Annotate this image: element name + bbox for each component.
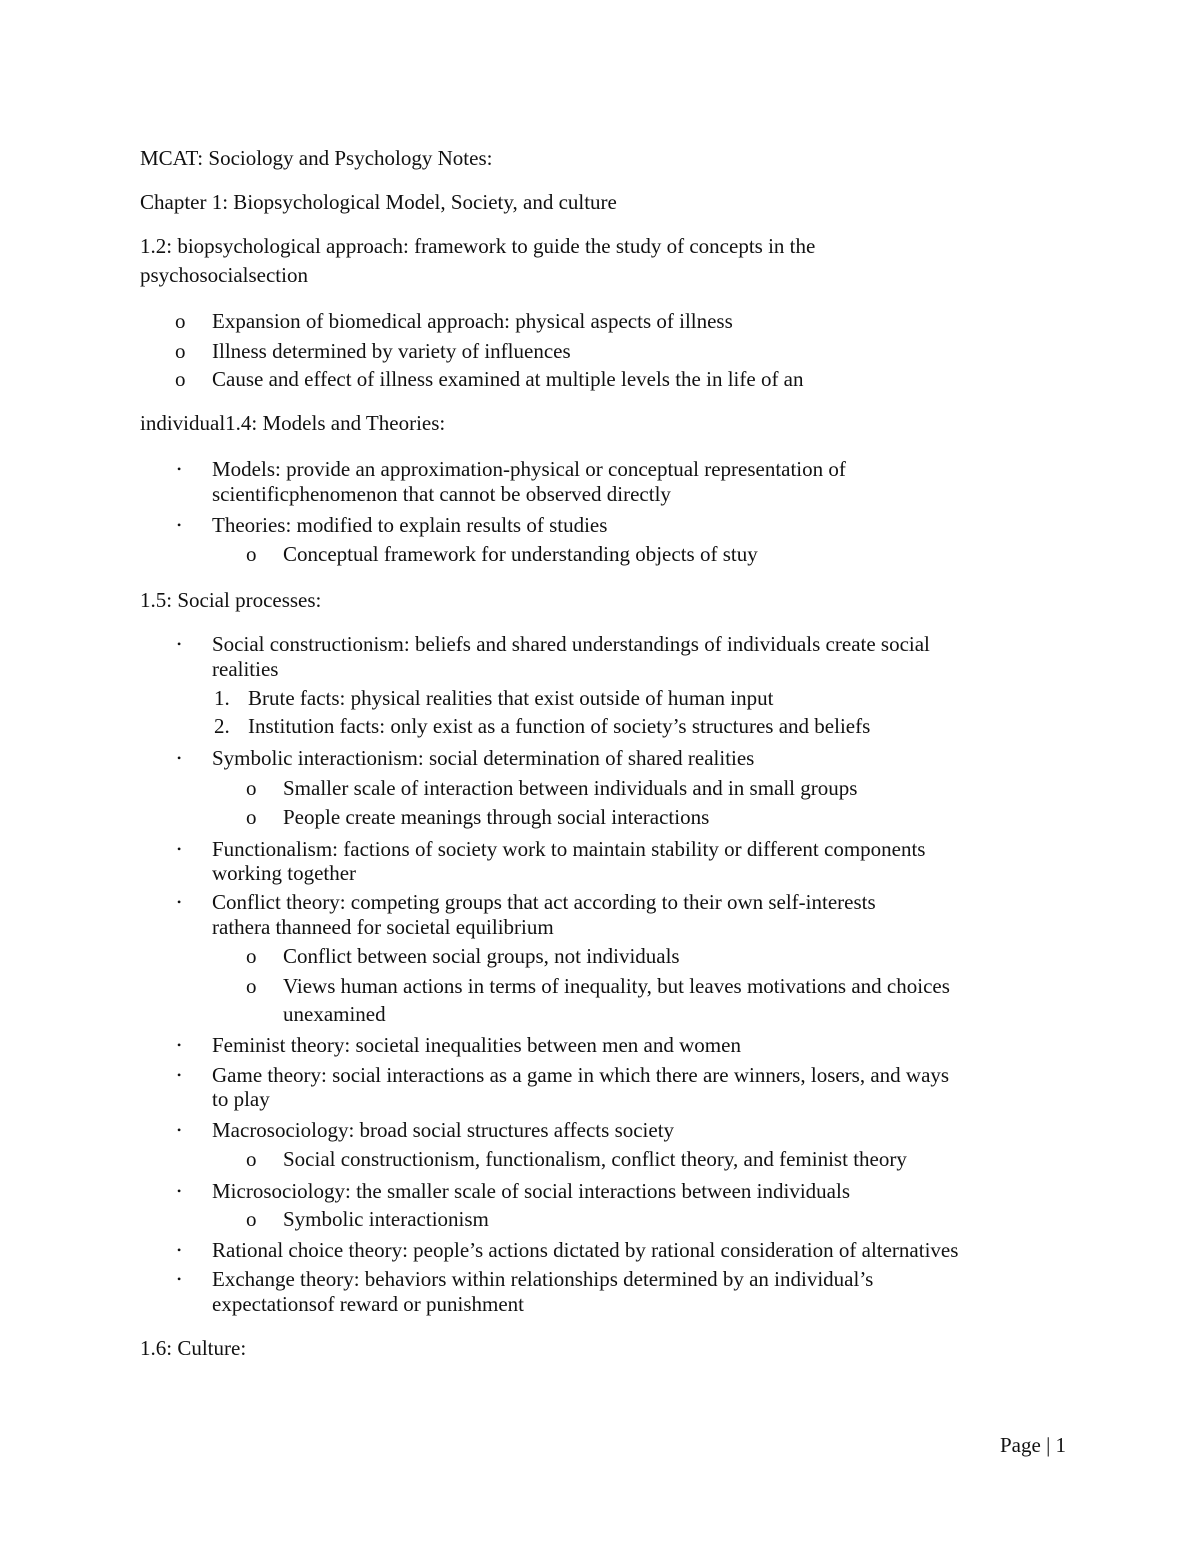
- circle-bullet-icon: o: [246, 944, 257, 968]
- bullet-icon: •: [177, 1184, 182, 1198]
- sub-list-item: Symbolic interactionism: [283, 1207, 489, 1231]
- bullet-icon: •: [177, 518, 182, 532]
- sub-list-item: Conceptual framework for understanding objects of stuy: [283, 542, 758, 566]
- sub-list-item: People create meanings through social interactions: [283, 805, 710, 829]
- section-1-4-heading: individual1.4: Models and Theories:: [140, 411, 446, 435]
- chapter-heading: Chapter 1: Biopsychological Model, Society, and culture: [140, 190, 617, 214]
- circle-bullet-icon: o: [175, 339, 186, 363]
- circle-bullet-icon: o: [246, 1207, 257, 1231]
- sub-list-item: Views human actions in terms of inequality, but leaves motivations and choices: [283, 974, 950, 998]
- numbered-item: Brute facts: physical realities that exist outside of human input: [248, 686, 774, 710]
- section-1-6-heading: 1.6: Culture:: [140, 1336, 247, 1360]
- circle-bullet-icon: o: [246, 776, 257, 800]
- list-item: Cause and effect of illness examined at multiple levels the in life of an: [212, 367, 804, 391]
- bullet-icon: •: [177, 1272, 182, 1286]
- list-item-continuation: rathera thanneed for societal equilibrium: [212, 915, 554, 939]
- list-item: Game theory: social interactions as a game in which there are winners, losers, and ways: [212, 1063, 950, 1087]
- list-item: Illness determined by variety of influences: [212, 339, 571, 363]
- list-item: Exchange theory: behaviors within relationships determined by an individual’s: [212, 1267, 874, 1291]
- circle-bullet-icon: o: [246, 805, 257, 829]
- document-title: MCAT: Sociology and Psychology Notes:: [140, 146, 493, 170]
- bullet-icon: •: [177, 1123, 182, 1137]
- list-item-continuation: scientificphenomenon that cannot be observed directly: [212, 482, 671, 506]
- circle-bullet-icon: o: [246, 974, 257, 998]
- sub-list-item: Smaller scale of interaction between individuals and in small groups: [283, 776, 858, 800]
- list-item: Feminist theory: societal inequalities between men and women: [212, 1033, 741, 1057]
- circle-bullet-icon: o: [175, 309, 186, 333]
- section-1-5-heading: 1.5: Social processes:: [140, 588, 322, 612]
- section-1-2-line1: 1.2: biopsychological approach: framework to guide the study of concepts in the: [140, 234, 816, 258]
- sub-list-item: Social constructionism, functionalism, conflict theory, and feminist theory: [283, 1147, 907, 1171]
- sub-list-item-continuation: unexamined: [283, 1002, 386, 1026]
- list-item: Expansion of biomedical approach: physical aspects of illness: [212, 309, 733, 333]
- number-marker: 2.: [214, 714, 230, 738]
- list-item: Models: provide an approximation-physical or conceptual representation of: [212, 457, 846, 481]
- number-marker: 1.: [214, 686, 230, 710]
- bullet-icon: •: [177, 842, 182, 856]
- bullet-icon: •: [177, 1038, 182, 1052]
- list-item: Macrosociology: broad social structures affects society: [212, 1118, 675, 1142]
- bullet-icon: •: [177, 462, 182, 476]
- circle-bullet-icon: o: [246, 542, 257, 566]
- circle-bullet-icon: o: [246, 1147, 257, 1171]
- list-item-continuation: realities: [212, 657, 279, 681]
- list-item: Social constructionism: beliefs and shared understandings of individuals create social: [212, 632, 930, 656]
- list-item: Rational choice theory: people’s actions dictated by rational consideration of alternatives: [212, 1238, 959, 1262]
- section-1-2-line2: psychosocialsection: [140, 263, 308, 287]
- list-item-continuation: to play: [212, 1087, 270, 1111]
- list-item: Functionalism: factions of society work to maintain stability or different components: [212, 837, 926, 861]
- bullet-icon: •: [177, 637, 182, 651]
- list-item: Conflict theory: competing groups that act according to their own self-interests: [212, 890, 876, 914]
- list-item: Microsociology: the smaller scale of social interactions between individuals: [212, 1179, 850, 1203]
- bullet-icon: •: [177, 1243, 182, 1257]
- list-item: Symbolic interactionism: social determination of shared realities: [212, 746, 755, 770]
- sub-list-item: Conflict between social groups, not individuals: [283, 944, 680, 968]
- circle-bullet-icon: o: [175, 367, 186, 391]
- page-number: Page | 1: [1000, 1433, 1067, 1457]
- numbered-item: Institution facts: only exist as a function of society’s structures and beliefs: [248, 714, 871, 738]
- list-item-continuation: expectationsof reward or punishment: [212, 1292, 524, 1316]
- list-item-continuation: working together: [212, 861, 357, 885]
- bullet-icon: •: [177, 751, 182, 765]
- list-item: Theories: modified to explain results of studies: [212, 513, 608, 537]
- bullet-icon: •: [177, 895, 182, 909]
- bullet-icon: •: [177, 1068, 182, 1082]
